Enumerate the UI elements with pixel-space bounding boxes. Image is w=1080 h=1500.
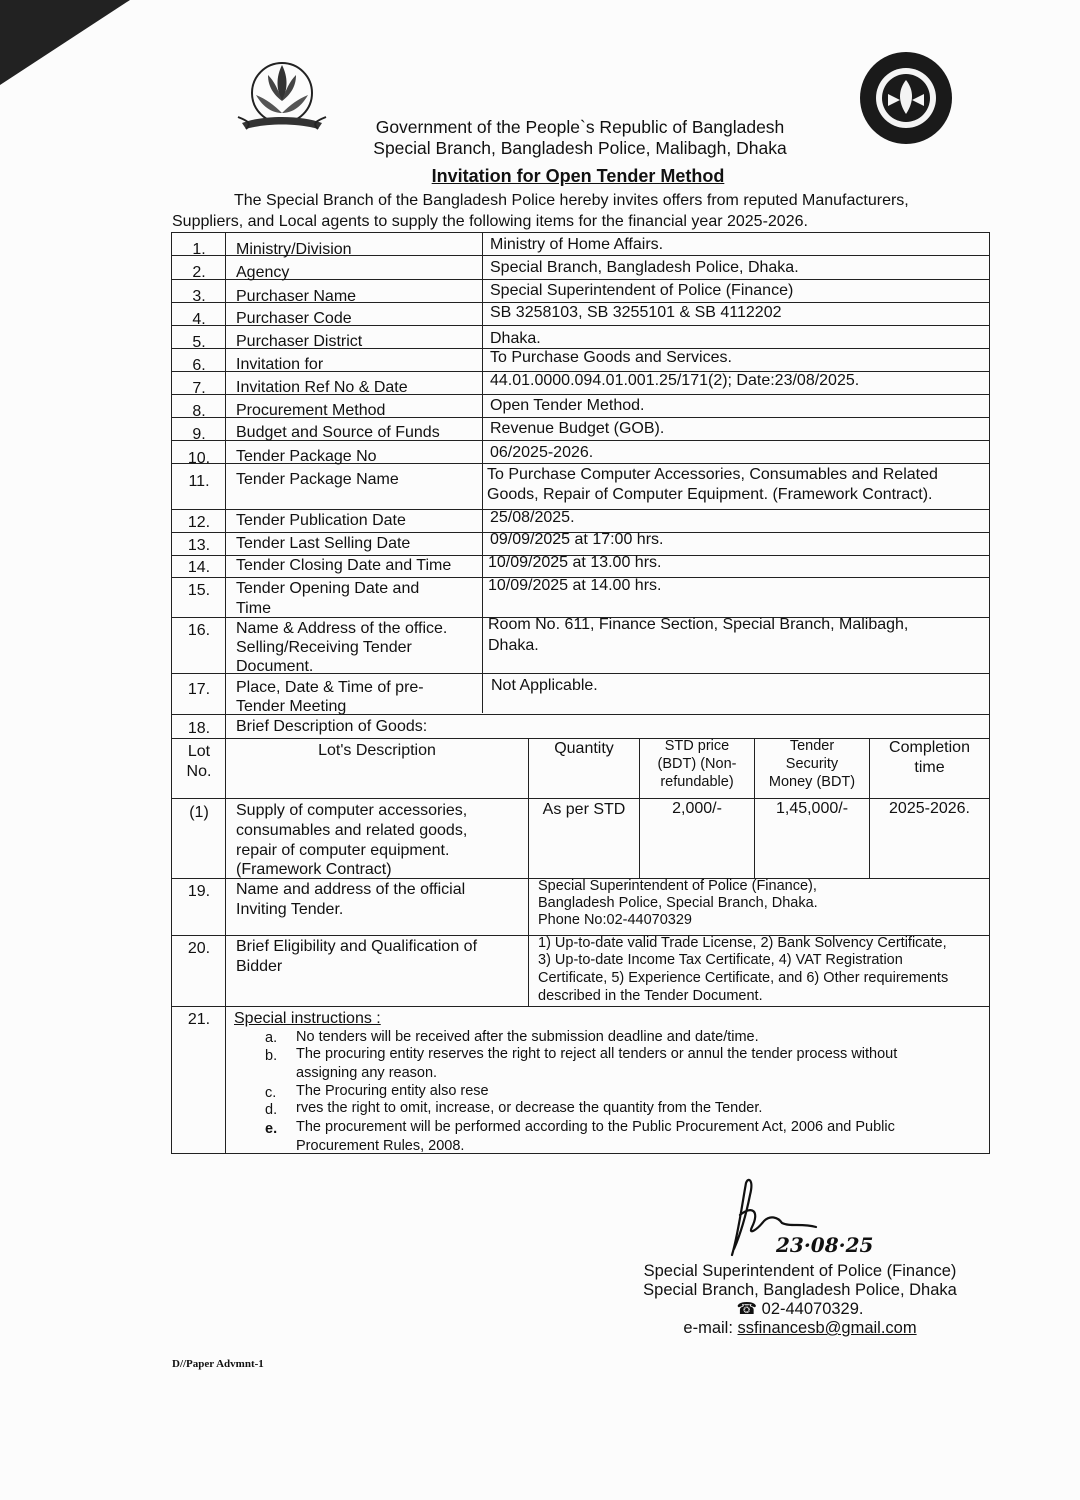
row-value: To Purchase Goods and Services.	[490, 349, 732, 366]
row-number: 15.	[187, 582, 211, 599]
row-value: 10/09/2025 at 14.00 hrs.	[488, 577, 662, 594]
row-number: 5.	[192, 334, 206, 351]
row-label: Agency	[236, 264, 290, 281]
row-label: Invitation Ref No & Date	[236, 379, 408, 396]
instruction-text-cont: Procurement Rules, 2008.	[296, 1138, 465, 1154]
header-line-2: Special Branch, Bangladesh Police, Malibagh, Dhaka	[373, 138, 787, 158]
security-header-cont: Money (BDT)	[768, 774, 856, 790]
special-instructions-heading: Special instructions :	[234, 1010, 381, 1027]
row-number: 17.	[187, 681, 211, 698]
row-label: Ministry/Division	[236, 241, 352, 258]
row-value: Dhaka.	[490, 330, 541, 347]
row-label: Brief Eligibility and Qualification of	[236, 938, 478, 955]
completion-header-cont: time	[914, 759, 945, 776]
row-label-cont: Document.	[236, 658, 314, 675]
instruction-text: The procurement will be performed according to the Public Procurement Act, 2006 and Public	[296, 1119, 895, 1135]
lot-description-cont: consumables and related goods,	[236, 822, 468, 839]
row-value: 44.01.0000.094.01.001.25/171(2); Date:23/08/2025.	[490, 372, 860, 389]
lot-description-header: Lot's Description	[318, 742, 436, 759]
row-value-cont: Dhaka.	[488, 637, 539, 654]
row-number: 11.	[188, 473, 210, 490]
instruction-text: The Procuring entity also rese	[296, 1083, 489, 1099]
std-price-header: STD price	[664, 738, 730, 754]
row-number: 2.	[192, 264, 206, 281]
email-label: e-mail:	[683, 1319, 733, 1337]
row-value: Special Superintendent of Police (Finance)	[490, 282, 794, 299]
row-value: Revenue Budget (GOB).	[490, 420, 665, 437]
instruction-text: rves the right to omit, increase, or decrease the quantity from the Tender.	[296, 1100, 763, 1116]
row-number: 6.	[192, 357, 206, 374]
header-line-1: Government of the People`s Republic of Bangladesh	[375, 117, 785, 137]
phone-icon: ☎	[736, 1300, 758, 1318]
row-label: Purchaser District	[236, 333, 363, 350]
completion-header: Completion	[889, 739, 970, 756]
lot-no-header: Lot	[187, 743, 211, 760]
row-number: 19.	[187, 883, 211, 900]
row-value: Ministry of Home Affairs.	[490, 236, 664, 253]
row-label: Tender Publication Date	[236, 512, 406, 529]
lot-number: (1)	[189, 804, 209, 821]
row-value: SB 3258103, SB 3255101 & SB 4112202	[490, 304, 782, 321]
row-label: Tender Opening Date and	[236, 580, 420, 597]
lot-no-header-cont: No.	[186, 763, 212, 780]
row-value-cont: Bangladesh Police, Special Branch, Dhaka.	[538, 895, 818, 911]
instruction-key: b.	[265, 1048, 278, 1064]
row-number: 18.	[187, 720, 211, 737]
signatory-office: Special Branch, Bangladesh Police, Dhaka	[643, 1281, 957, 1299]
instruction-key: c.	[265, 1085, 277, 1101]
row-label: Name and address of the official	[236, 881, 466, 898]
row-number: 9.	[192, 426, 206, 443]
security-header: Tender	[789, 738, 835, 754]
row-label: Tender Package No	[236, 448, 377, 465]
instruction-text: The procuring entity reserves the right to reject all tenders or annul the tender process without	[296, 1046, 898, 1062]
row-number: 7.	[192, 380, 206, 397]
lot-security: 1,45,000/-	[775, 800, 849, 817]
row-label-cont: Inviting Tender.	[236, 901, 344, 918]
row-value-cont: 3) Up-to-date Income Tax Certificate, 4) VAT Registration	[538, 952, 903, 968]
lot-description-cont: (Framework Contract)	[236, 861, 392, 878]
row-label: Procurement Method	[236, 402, 386, 419]
row-value: 10/09/2025 at 13.00 hrs.	[488, 554, 662, 571]
row-label: Invitation for	[236, 356, 324, 373]
row-number: 21.	[187, 1011, 211, 1028]
quantity-header: Quantity	[554, 740, 614, 757]
lot-completion: 2025-2026.	[889, 800, 970, 817]
intro-line-2: Suppliers, and Local agents to supply the following items for the financial year 2025-2026.	[172, 213, 808, 230]
row-label: Tender Package Name	[236, 471, 399, 488]
instruction-key: d.	[265, 1102, 278, 1118]
row-value: Special Branch, Bangladesh Police, Dhaka.	[490, 259, 799, 276]
intro-line-1: The Special Branch of the Bangladesh Police hereby invites offers from reputed Manufacturers,	[234, 192, 909, 209]
instruction-text: No tenders will be received after the submission deadline and date/time.	[296, 1029, 759, 1045]
lot-std-price: 2,000/-	[672, 800, 722, 817]
row-value: 09/09/2025 at 17:00 hrs.	[490, 531, 664, 548]
row-label-cont: Selling/Receiving Tender	[236, 639, 412, 656]
std-price-header-cont: refundable)	[660, 774, 734, 790]
signatory-email-line	[620, 1319, 980, 1338]
row-value-cont: Phone No:02-44070329	[538, 912, 692, 928]
tender-table	[171, 232, 990, 1154]
instruction-key: e.	[265, 1121, 278, 1137]
row-value: Room No. 611, Finance Section, Special Branch, Malibagh,	[488, 616, 909, 633]
email-link[interactable]: ssfinancesb@gmail.com	[737, 1319, 917, 1337]
row-number: 4.	[192, 311, 206, 328]
row-label: Tender Closing Date and Time	[236, 557, 452, 574]
row-value: Open Tender Method.	[490, 397, 645, 414]
instruction-key: a.	[265, 1030, 278, 1046]
row-value-cont: Certificate, 5) Experience Certificate, and 6) Other requirements	[538, 970, 949, 986]
row-label-cont: Tender Meeting	[236, 698, 347, 715]
signature-date: 23·08·25	[776, 1233, 874, 1257]
row-label: Name & Address of the office.	[236, 620, 448, 637]
lot-description: Supply of computer accessories,	[236, 802, 468, 819]
row-label: Brief Description of Goods:	[236, 718, 428, 735]
row-label: Budget and Source of Funds	[236, 424, 440, 441]
std-price-header-cont: (BDT) (Non-	[657, 756, 737, 772]
row-number: 12.	[187, 514, 211, 531]
row-number: 8.	[192, 403, 206, 420]
page-title: Invitation for Open Tender Method	[431, 166, 725, 186]
footer-code: D//Paper Advmnt-1	[172, 1358, 264, 1370]
signatory-phone-line	[620, 1300, 980, 1319]
signatory-phone: 02-44070329.	[761, 1300, 864, 1318]
row-value: Not Applicable.	[491, 677, 598, 694]
row-label: Place, Date & Time of pre-	[236, 679, 424, 696]
row-number: 3.	[192, 288, 206, 305]
lot-description-cont: repair of computer equipment.	[236, 842, 450, 859]
row-value-cont: Goods, Repair of Computer Equipment. (Framework Contract).	[487, 486, 933, 503]
row-label-cont: Bidder	[236, 958, 283, 975]
page-corner-shadow	[0, 0, 130, 85]
row-value: 1) Up-to-date valid Trade License, 2) Bank Solvency Certificate,	[538, 935, 947, 951]
security-header-cont: Security	[785, 756, 839, 772]
instruction-text-cont: assigning any reason.	[296, 1065, 438, 1081]
row-label: Tender Last Selling Date	[236, 535, 411, 552]
row-number: 1.	[192, 241, 206, 258]
row-value: To Purchase Computer Accessories, Consumables and Related	[487, 466, 938, 483]
row-number: 13.	[187, 537, 211, 554]
lot-quantity: As per STD	[542, 801, 626, 818]
row-label: Purchaser Name	[236, 288, 357, 305]
row-number: 10.	[187, 450, 211, 467]
row-number: 14.	[187, 559, 211, 576]
row-value: Special Superintendent of Police (Finance),	[538, 878, 817, 894]
row-value: 06/2025-2026.	[490, 444, 594, 461]
row-number: 20.	[187, 940, 211, 957]
row-number: 16.	[187, 622, 211, 639]
row-value: 25/08/2025.	[490, 509, 575, 526]
row-value-cont: described in the Tender Document.	[538, 988, 763, 1004]
row-label-cont: Time	[236, 600, 271, 617]
row-label: Purchaser Code	[236, 310, 352, 327]
signatory-title: Special Superintendent of Police (Finance)	[643, 1262, 957, 1280]
